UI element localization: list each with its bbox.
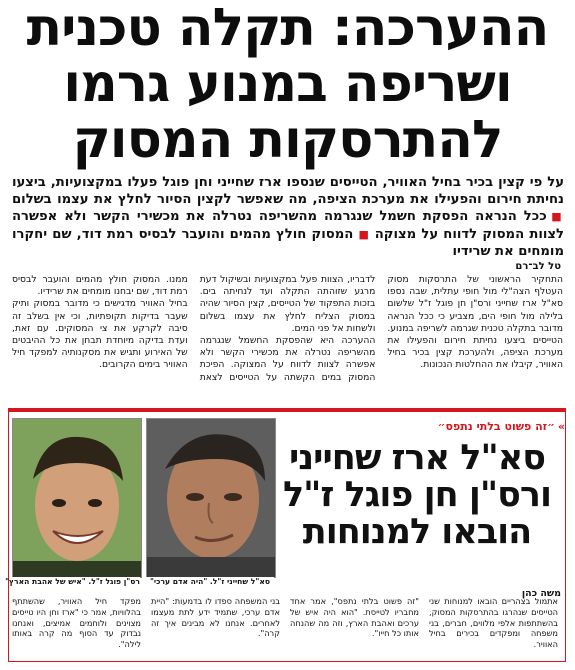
body-paragraph: בחיל האוויר מדגישים כי מדובר במסוק ותיק שעבר בדיקות תקופתיות, וכי אין בשלב זה סיבה לקרקע את צי המסוקים. עם זאת, ועדת בדיקה מיוחדת תבחן את כל ההיבטים של האירוע ותגיש את מסקנותיה למפקד חיל האוויר בימים הקרובים. (12, 298, 188, 371)
photo-caption-shachaini: סא"ל שחייני ז"ל. "היה אדם ערכי" (146, 577, 274, 591)
story-title-line-1: סא"ל ארז שחייני (289, 438, 545, 478)
story-title-line-3: הובאו למנוחות (302, 512, 532, 552)
bullet-square-icon: ■ (357, 227, 370, 241)
headline-line-1: ההערכה: תקלה טכנית (26, 0, 549, 58)
portrait-photo-shachaini (146, 418, 276, 578)
lead-text-1: על פי קצין בכיר בחיל האוויר, הטייסים שנספו ארז שחייני וחן פוגל פעלו במקצועיות, ביצעו נחיתת חירום והפעילו את מערכת הציפה, מה שאפשר לקצין הסיור לחלץ את עצמו בשלום (12, 175, 564, 208)
lead-paragraph (12, 174, 564, 260)
story-paragraph: "זה פשוט בלתי נתפס", אמר אחד מחבריו לטייסת. "הוא היה איש של ערכים ואהבת הארץ, וזה מה שהנחה אותו כל חייו". (290, 596, 419, 639)
portrait-illustration (147, 419, 275, 577)
story-paragraph: מפקד חיל האוויר, שהשתתף בהלוויות, אמר כי "ארז וחן היו טייסים מצוינים ולוחמים אמיצים, ואנחנו נבדוק עד הסוף מה קרה באותו לילה". (12, 596, 141, 650)
story-byline: משה כהן (521, 588, 561, 599)
story-paragraph: בני המשפחה ספדו לו בדמעות: "היית אדם ערכי, שתמיד ידע לתת מעצמו לאחרים. אנחנו לא מבינים איך זה קרה". (151, 596, 280, 639)
body-paragraph: התחקיר הראשוני של התרסקות מסוק העטלף הצה"לי מול חופי עתלית, שבה נספו סא"ל ארז שחייני ורס"ן חן פוגל ז"ל שלשום בלילה מול חופי הים, מצביע כי ככל הנראה מדובר בתקלה טכנית שגרמה לשריפה במנוע. הטייסים ביצעו נחיתת חירום והפעילו את מערכת הציפה, ולהערכת קצין בכיר בחיל האוויר, קיבלו את ההחלטות הנכונות. (387, 274, 563, 371)
portrait-illustration (13, 419, 141, 577)
bullet-square-icon: ■ (551, 210, 564, 224)
portrait-photo-fogel (12, 418, 142, 578)
story-title (282, 440, 552, 551)
story-tag (438, 420, 565, 433)
story-tag-text: ״זה פשוט בלתי נתפס״ (437, 420, 555, 433)
headline-line-3: להתרסקות המסוק (72, 110, 503, 170)
lead-text-3: המסוק חולץ מהמים והועבר לבסיס רמת דוד, שם יחקרו מומחים את שרידיו (12, 226, 564, 259)
article-body (12, 274, 563, 392)
story-title-line-2: ורס"ן חן פוגל ז"ל (282, 475, 551, 515)
article-byline: טל לב־רם (515, 261, 561, 272)
headline (0, 0, 575, 170)
headline-line-2: ושריפה במנוע גרמו (63, 54, 512, 114)
chevron-double-icon: » (557, 420, 565, 433)
photo-caption-fogel: רס"ן פוגל ז"ל. "איש של אהבת הארץ" (12, 577, 140, 591)
story-paragraph: אתמול בצהריים הובאו למנוחות שני הטייסים שנהרגו בהתרסקות המסוק, בהשתתפות אלפי מלווים, חברים, בני משפחה ומפקדים בכירים בחיל האוויר. (429, 596, 558, 650)
body-paragraph: ההערכה היא שהפסקת החשמל שנגרמה מהשריפה נטרלה את מכשירי הקשר ולא אפשרה לצוות לדווח על המצוקה. הפיכת המסוק במים הקשתה על הטייסים לצאת ממנו. המסוק חולץ מהמים והועבר לבסיס רמת דוד, שם יבחנו מומחים את שרידיו. (12, 274, 376, 383)
story-body (12, 596, 558, 660)
lead-text-2: ככל הנראה הפסקת חשמל שנגרמה מהשריפה נטרלה את מכשירי הקשר ולא אפשרה לצוות המסוק לדווח על מצוקה (12, 209, 564, 242)
body-paragraph: לדבריו, הצוות פעל במקצועיות ובשיקול דעת מרגע שזוהתה התקלה ועד לנחיתה בים. בזכות התפקוד של הטייסים, קצין הסיור שהיה במסוק הצליח לחלץ את עצמו בשלום ולשחות אל פני המים. (199, 274, 376, 334)
